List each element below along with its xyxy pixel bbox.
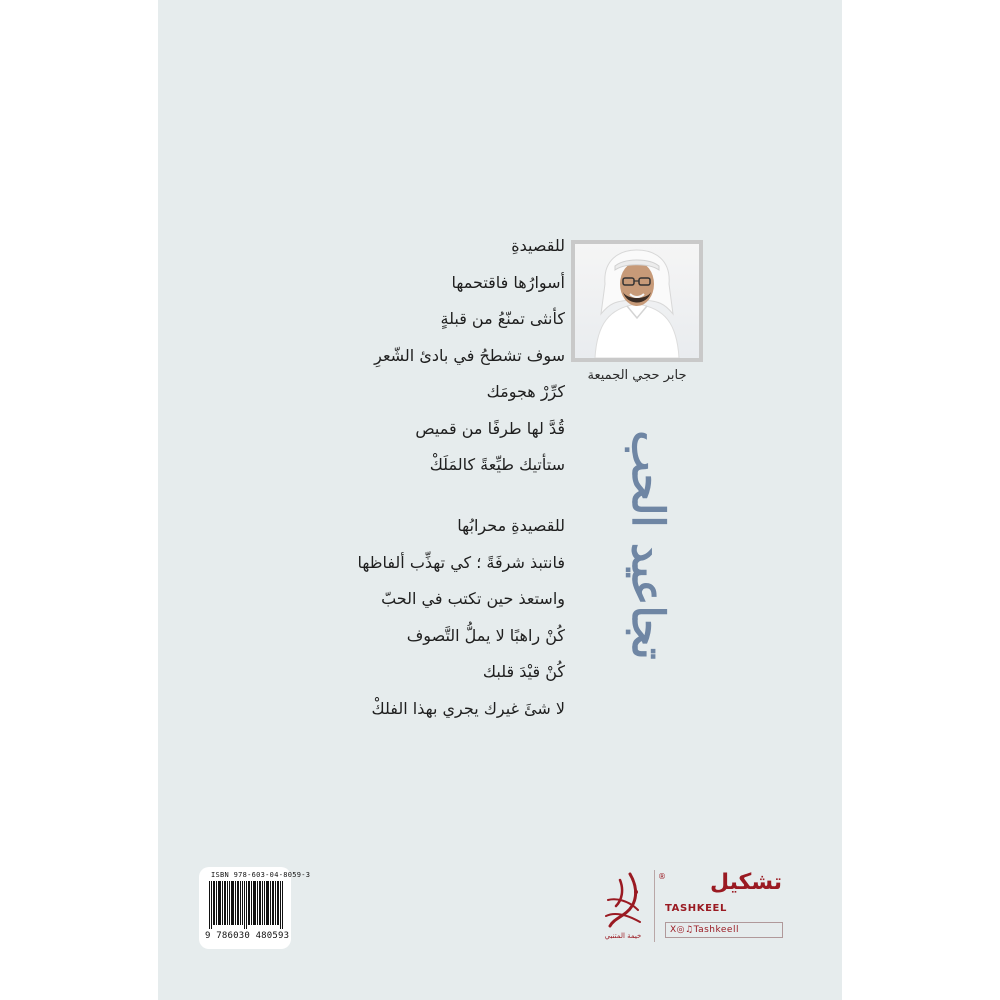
poem-line: للقصيدةِ محرابُها (457, 516, 565, 535)
poem-line: كُنْ قيْدَ قلبك (482, 662, 565, 681)
poem-line: فانتبذ شرفَةً ؛ كي تهذِّب ألفاظها (357, 552, 565, 572)
poem-stanza-1 (374, 228, 565, 484)
barcode-digits: 9 786030 480593 (205, 931, 290, 941)
poem-line: كرِّرْ هجومَك (486, 382, 565, 401)
social-handle: X◎♫Tashkeell (665, 922, 783, 938)
imprint-caption: خيمة المتنبي (604, 932, 642, 940)
poem-line: قُدَّ لها طرفًا من قميص (415, 418, 565, 438)
calligraphy-logo-icon (600, 870, 646, 932)
poem-line: سوف تشطحُ في بادئ الشّعرِ (374, 345, 565, 365)
poem-line: كُنْ راهبًا لا يملُّ التَّصوف (406, 625, 565, 645)
poem-line: لا شئَ غيرك يجري بهذا الفلكْ (371, 698, 565, 718)
publisher-logo-khaimat-almutanabbi (600, 870, 646, 950)
poem-line: للقصيدةِ (511, 236, 565, 255)
barcode-bars (209, 881, 283, 929)
book-title (610, 410, 690, 680)
poem-line: أسوارُها فاقتحمها (451, 272, 565, 292)
book-title-text: تجاعيد الحب (622, 430, 673, 660)
isbn-label: ISBN 978-603-04-8059-3 (211, 871, 311, 879)
poem-line: كأنثى تمنّعُ من قبلةٍ (440, 309, 565, 328)
isbn-barcode (199, 867, 311, 949)
author-portrait-illustration (575, 244, 699, 358)
tashkeel-english-wordmark: TASHKEEL (665, 903, 727, 914)
poem-line: واستعذ حين تكتب في الحبّ (381, 589, 565, 608)
author-name: جابر حجي الجميعة (587, 368, 687, 383)
poem-stanza-2 (357, 508, 565, 727)
back-cover (158, 0, 842, 1000)
author-photo (571, 240, 703, 362)
publisher-logo-tashkeel (658, 870, 786, 950)
tashkeel-arabic-wordmark: تشكيل (709, 870, 782, 895)
poem-line: ستأتيك طيِّعةً كالمَلَكْ (429, 455, 565, 474)
registered-mark: ® (658, 872, 666, 881)
publisher-divider (654, 870, 655, 942)
